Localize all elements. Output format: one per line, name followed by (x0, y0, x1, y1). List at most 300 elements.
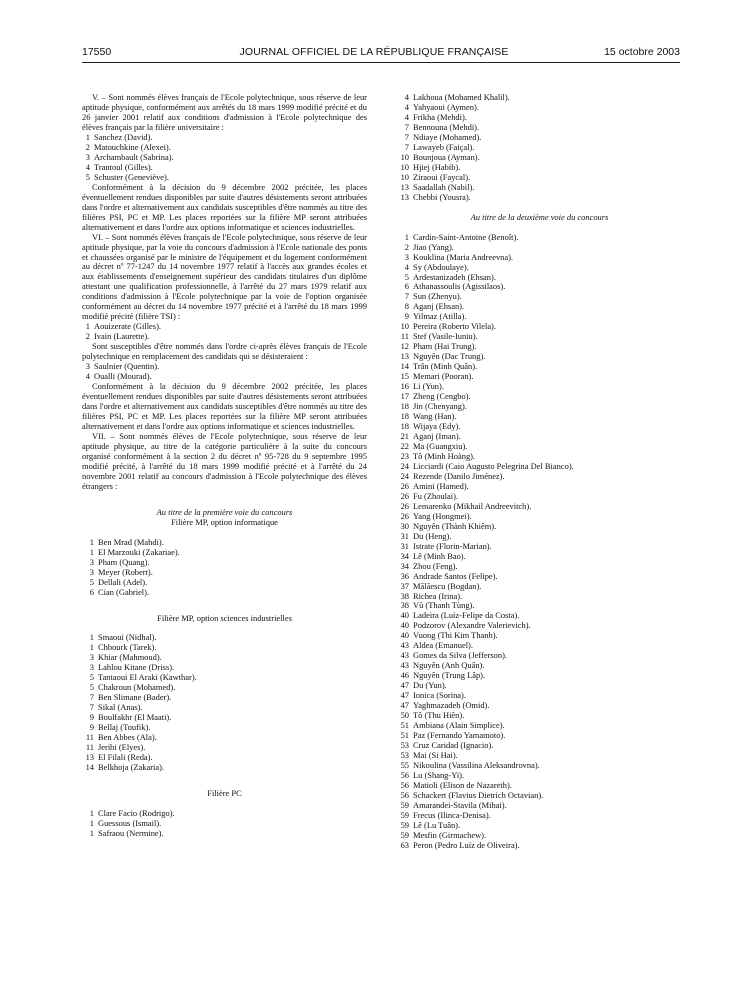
list-item (82, 713, 367, 723)
list-item (82, 663, 367, 673)
person-name: Du (Heng). (413, 531, 452, 541)
person-name: Safraou (Nermine). (98, 828, 164, 838)
list-item (397, 103, 682, 113)
person-name: El Filali (Reda). (98, 753, 153, 763)
rank-number: 26 (400, 481, 409, 491)
list-mp-informatique (82, 538, 367, 598)
rank-number: 11 (400, 332, 409, 342)
list-item (397, 472, 682, 482)
susceptibles-paragraph: Sont susceptibles d'être nommés dans l'ordre ci-après élèves français de l'Ecole polytechnique en remplacement des candidats qui se désisteraient : (82, 341, 367, 362)
rank-number: 40 (400, 621, 409, 631)
person-name: Andrade Santos (Felipe). (413, 571, 498, 581)
rank-number: 13 (400, 192, 409, 202)
person-name: Cruz Caridad (Ignacio). (413, 741, 494, 751)
list-filiere-pc-continued (397, 93, 682, 203)
rank-number: 53 (400, 751, 409, 760)
list-item (397, 372, 682, 382)
person-name: Saulnier (Quentin). (94, 362, 160, 372)
list-item (397, 123, 682, 133)
rank-number: 36 (400, 571, 409, 581)
list-item (397, 352, 682, 362)
rank-number: 34 (400, 551, 409, 561)
person-name: Zhou (Feng). (413, 561, 458, 571)
list-item (397, 243, 682, 253)
rank-number: 40 (400, 631, 409, 641)
person-name: Podzorov (Alexandre Valerievich). (413, 621, 531, 631)
list-item (82, 819, 367, 829)
list-item (397, 542, 682, 552)
rank-number: 14 (85, 763, 94, 773)
list-item (82, 703, 367, 713)
person-name: Nguyên (Dac Trung). (413, 352, 486, 362)
rank-number: 11 (85, 733, 94, 743)
list-item (82, 568, 367, 578)
list-item (397, 183, 682, 193)
person-name: Yahyaoui (Aymen). (413, 102, 479, 112)
list-item (397, 582, 682, 592)
list-item (397, 741, 682, 751)
person-name: Yang (Hongmei). (413, 511, 472, 521)
conformement-paragraph-1: Conformément à la décision du 9 décembre 2002 précitée, les places éventuellement rendues disponibles par suite d'autres désistements seront attribuées dans l'ordre et alternativement aux candidats susceptibles d'être nommés au titre des filières PSI, PC et MP. Les places reportées sur la filière MP seront attribuées alternativement et dans l'ordre aux options informatique et sciences industrielles. (82, 181, 367, 232)
person-name: Amini (Hamed). (413, 481, 469, 491)
person-name: Richea (Irina). (413, 591, 463, 601)
list-deuxieme-voie (397, 233, 682, 851)
list-item (397, 651, 682, 661)
person-name: Bellaj (Toufik). (98, 723, 151, 733)
rank-number: 24 (400, 471, 409, 481)
person-name: Meyer (Robert). (98, 567, 153, 577)
person-name: Ma (Guangxiu). (413, 441, 468, 451)
rank-number: 7 (89, 693, 94, 703)
list-item (397, 362, 682, 372)
rank-number: 38 (400, 591, 409, 601)
rank-number: 1 (404, 232, 409, 242)
journal-title: JOURNAL OFFICIEL DE LA RÉPUBLIQUE FRANÇAISE (239, 46, 509, 58)
list-item (82, 683, 367, 693)
list-item (82, 723, 367, 733)
person-name: Mesfin (Girmachew). (413, 830, 487, 840)
list-item (397, 342, 682, 352)
person-name: Belkhoja (Zakaria). (98, 763, 165, 773)
rank-number: 4 (404, 102, 409, 112)
person-name: Chakroun (Mohamed). (98, 683, 176, 693)
person-name: Yilmaz (Atilla). (413, 312, 467, 322)
person-name: Cian (Gabriel). (98, 587, 150, 597)
rank-number: 7 (404, 142, 409, 152)
rank-number: 10 (400, 152, 409, 162)
rank-number: 59 (400, 820, 409, 830)
rank-number: 13 (400, 182, 409, 192)
list-item (82, 548, 367, 558)
list-item (397, 721, 682, 731)
list-item (397, 193, 682, 203)
person-name: Nikoulina (Vassilina Aleksandrovna). (413, 760, 540, 770)
person-name: Pham (Hai Trung). (413, 342, 477, 352)
rank-number: 47 (400, 681, 409, 691)
person-name: Pham (Quang). (98, 557, 150, 567)
rank-number: 43 (400, 661, 409, 671)
person-name: Sy (Abdoulaye). (413, 262, 469, 272)
rank-number: 56 (400, 770, 409, 780)
list-item (397, 153, 682, 163)
list-item (397, 462, 682, 472)
rank-number: 7 (404, 122, 409, 132)
rank-number: 10 (400, 162, 409, 172)
rank-number: 22 (400, 441, 409, 451)
person-name: Trân (Minh Quân). (413, 362, 478, 372)
list-item (397, 233, 682, 243)
heading-premiere-voie: Au titre de la première voie du concours (156, 506, 293, 517)
list-item (397, 562, 682, 572)
rank-number: 2 (85, 142, 90, 152)
person-name: Wijaya (Edy). (413, 422, 461, 432)
person-name: Frecus (Ilinca-Denisa). (413, 810, 491, 820)
list-item (397, 332, 682, 342)
section-vi-paragraph: VI. – Sont nommés élèves français de l'Ecole polytechnique, sous réserve de leur aptitude physique, par la voie du concours d'admission à l'Ecole nationale des ponts et chaussées organisé par le ministre de l'équipement et du logement conformément au décret nº 77-1247 du 14 novembre 1977 relatif à l'accès aux grandes écoles et aux établissements d'enseignement supérieur des candidats titulaires d'un diplôme attestant une qualification professionnelle, à l'arrêté du 27 mars 1979 relatif aux conditions d'admission à l'Ecole polytechnique par la voie de l'option organisée conformément au décret du 14 novembre 1977 précité et à l'arrêté du 18 mars 1999 modifié précité (filière TSI) : (82, 231, 367, 322)
list-item (397, 253, 682, 263)
list-item (397, 771, 682, 781)
list-item (82, 693, 367, 703)
rank-number: 30 (400, 521, 409, 531)
rank-number: 59 (400, 810, 409, 820)
rank-number: 47 (400, 701, 409, 711)
page-number: 17550 (82, 46, 112, 58)
list-item (397, 641, 682, 651)
rank-number: 43 (400, 641, 409, 651)
rank-number: 2 (404, 242, 409, 252)
person-name: Jin (Chenyang). (413, 402, 467, 412)
rank-number: 16 (400, 382, 409, 392)
person-name: Lê (Minh Bao). (413, 551, 466, 561)
list-item (397, 302, 682, 312)
rank-number: 55 (400, 760, 409, 770)
person-name: Matioli (Elison de Nazareth). (413, 780, 512, 790)
person-name: Peron (Pedro Luíz de Oliveira). (413, 840, 520, 850)
person-name: Licciardi (Caio Augusto Pelegrina Del Bianco). (413, 461, 574, 471)
person-name: Bounjoua (Ayman). (413, 152, 480, 162)
person-name: Ben Slimane (Bader). (98, 693, 172, 703)
rank-number: 13 (400, 352, 409, 362)
publication-date: 15 octobre 2003 (604, 46, 680, 58)
list-item (82, 809, 367, 819)
list-item (397, 273, 682, 283)
person-name: Tô (Minh Hoàng). (413, 451, 476, 461)
rank-number: 5 (404, 272, 409, 282)
person-name: Schuster (Geneviève). (94, 172, 169, 182)
heading-mp-sciences-industrielles: Filière MP, option sciences industrielles (157, 612, 292, 623)
person-name: Nguyên (Trung Lâp). (413, 671, 486, 681)
rank-number: 1 (89, 643, 94, 653)
rank-number: 1 (85, 132, 90, 142)
list-item (82, 653, 367, 663)
list-item (397, 312, 682, 322)
rank-number: 51 (400, 731, 409, 741)
list-item (397, 502, 682, 512)
rank-number: 40 (400, 611, 409, 621)
rank-number: 15 (400, 372, 409, 382)
person-name: Sikal (Anas). (98, 703, 143, 713)
person-name: Lawayeb (Faiçal). (413, 142, 475, 152)
rank-number: 47 (400, 691, 409, 701)
rank-number: 23 (400, 451, 409, 461)
list-item (397, 282, 682, 292)
list-item (397, 671, 682, 681)
rank-number: 18 (400, 422, 409, 432)
rank-number: 3 (89, 557, 94, 567)
list-item (397, 512, 682, 522)
list-item (397, 382, 682, 392)
list-item (397, 661, 682, 671)
rank-number: 2 (85, 332, 90, 342)
list-item (397, 691, 682, 701)
list-item (397, 601, 682, 611)
list-item (397, 761, 682, 771)
person-name: Hjiej (Habib). (413, 162, 461, 172)
rank-number: 1 (85, 322, 90, 332)
list-item (82, 578, 367, 588)
rank-number: 3 (85, 362, 90, 372)
list-item (397, 791, 682, 801)
list-item (82, 362, 367, 372)
person-name: Mălăescu (Bogdan). (413, 581, 482, 591)
person-name: Oualli (Mourad). (94, 372, 152, 382)
list-item (82, 733, 367, 743)
rank-number: 4 (85, 372, 90, 382)
rank-number: 4 (404, 93, 409, 102)
person-name: Matouchkine (Alexei). (94, 142, 171, 152)
list-item (82, 753, 367, 763)
rank-number: 26 (400, 501, 409, 511)
rank-number: 1 (89, 633, 94, 643)
person-name: Rezende (Danilo Jiménez). (413, 471, 505, 481)
person-name: Ben Abbes (Ala). (98, 733, 157, 743)
person-name: Smaoui (Nidhal). (98, 633, 157, 643)
person-name: Ladeira (Luíz-Felipe da Costa). (413, 611, 520, 621)
list-item (397, 841, 682, 851)
list-item (397, 173, 682, 183)
person-name: Chbourk (Tarek). (98, 643, 157, 653)
person-name: Vuong (Thi Kim Thanh). (413, 631, 498, 641)
list-item (397, 422, 682, 432)
person-name: Du (Yun). (413, 681, 447, 691)
rank-number: 1 (89, 547, 94, 557)
rank-number: 50 (400, 711, 409, 721)
list-item (397, 412, 682, 422)
heading-mp-informatique: Filière MP, option informatique (171, 516, 278, 527)
person-name: Gomes da Silva (Jefferson). (413, 651, 508, 661)
rank-number: 10 (400, 172, 409, 182)
rank-number: 5 (89, 673, 94, 683)
person-name: Nguyên (Thành Khiêm). (413, 521, 497, 531)
list-item (397, 263, 682, 273)
rank-number: 37 (400, 581, 409, 591)
rank-number: 14 (400, 362, 409, 372)
person-name: Saadallah (Nabil). (413, 182, 475, 192)
list-item (82, 829, 367, 839)
person-name: Guessous (Ismail). (98, 818, 162, 828)
person-name: Aouizerate (Gilles). (94, 322, 162, 332)
person-name: Zheng (Cengbo). (413, 392, 471, 402)
list-item (397, 522, 682, 532)
list-item (397, 751, 682, 761)
person-name: Dellali (Adel). (98, 577, 148, 587)
list-item (397, 492, 682, 502)
person-name: Memari (Pooran). (413, 372, 474, 382)
rank-number: 3 (89, 653, 94, 663)
person-name: Clare Facio (Rodrigo). (98, 809, 175, 818)
rank-number: 63 (400, 840, 409, 850)
person-name: Li (Yun). (413, 382, 444, 392)
rank-number: 34 (400, 561, 409, 571)
person-name: Vũ (Thanh Tùng). (413, 601, 475, 611)
rank-number: 53 (400, 741, 409, 751)
rank-number: 43 (400, 651, 409, 661)
rank-number: 7 (404, 292, 409, 302)
person-name: Trantoul (Gilles). (94, 162, 153, 172)
rank-number: 3 (85, 152, 90, 162)
list-item (82, 673, 367, 683)
list-item (397, 611, 682, 621)
list-item (397, 532, 682, 542)
list-item (397, 731, 682, 741)
rank-number: 3 (89, 567, 94, 577)
person-name: Ziraoui (Faycal). (413, 172, 471, 182)
rank-number: 8 (404, 302, 409, 312)
person-name: Lahlou Kitane (Driss). (98, 663, 175, 673)
list-item (397, 113, 682, 123)
list-item (397, 163, 682, 173)
rank-number: 1 (89, 828, 94, 838)
list-item (397, 432, 682, 442)
person-name: Lu (Shang-Yi). (413, 770, 465, 780)
person-name: Kouklina (Maria Andreevna). (413, 252, 514, 262)
rank-number: 59 (400, 830, 409, 840)
person-name: Sun (Zhenyu). (413, 292, 462, 302)
list-item (82, 133, 367, 143)
list-item (397, 452, 682, 462)
rank-number: 9 (89, 723, 94, 733)
list-item (397, 681, 682, 691)
person-name: Chebbi (Yousra). (413, 192, 471, 202)
person-name: Stef (Vasile-Iuniu). (413, 332, 478, 342)
person-name: Lê (Lu Tuân). (413, 820, 461, 830)
list-item (82, 163, 367, 173)
person-name: Mai (Si Hai). (413, 751, 458, 760)
person-name: Ben Mrad (Mahdi). (98, 537, 164, 547)
heading-filiere-pc: Filière PC (207, 788, 242, 799)
person-name: Lakhoua (Mohamed Khalil). (413, 93, 510, 102)
right-column (397, 93, 682, 851)
list-filiere-pc (82, 809, 367, 839)
list-item (397, 93, 682, 103)
list-item (397, 322, 682, 332)
rank-number: 3 (404, 252, 409, 262)
rank-number: 3 (89, 663, 94, 673)
page-header (0, 46, 748, 62)
rank-number: 9 (404, 312, 409, 322)
list-item (397, 811, 682, 821)
list-item (82, 558, 367, 568)
rank-number: 5 (89, 577, 94, 587)
person-name: Tô (Thu Hiên). (413, 711, 465, 721)
rank-number: 26 (400, 511, 409, 521)
person-name: Lemarenko (Mikhail Andreevitch). (413, 501, 532, 511)
person-name: Aldea (Emanuel). (413, 641, 473, 651)
person-name: Wang (Han). (413, 412, 457, 422)
person-name: Jiao (Yang). (413, 242, 454, 252)
rank-number: 26 (400, 491, 409, 501)
person-name: Athanassoulis (Agissilaos). (413, 282, 506, 292)
list-item (397, 392, 682, 402)
list-item (82, 743, 367, 753)
list-section-v (82, 133, 367, 183)
rank-number: 5 (85, 172, 90, 182)
list-item (397, 592, 682, 602)
rank-number: 4 (404, 262, 409, 272)
rank-number: 13 (85, 753, 94, 763)
rank-number: 59 (400, 800, 409, 810)
person-name: Fu (Zhoulai). (413, 491, 458, 501)
rank-number: 56 (400, 790, 409, 800)
list-item (397, 831, 682, 841)
rank-number: 21 (400, 432, 409, 441)
rank-number: 10 (400, 322, 409, 332)
list-item (397, 552, 682, 562)
person-name: Cardin-Saint-Antoine (Benoît). (413, 232, 519, 242)
person-name: El Marzouki (Zakariae). (98, 547, 180, 557)
person-name: Aganj (Iman). (413, 432, 461, 441)
rank-number: 17 (400, 392, 409, 402)
list-item (397, 801, 682, 811)
rank-number: 7 (404, 132, 409, 142)
person-name: Pereira (Roberto Vilela). (413, 322, 496, 332)
list-item (397, 482, 682, 492)
person-name: Istrate (Florin-Marian). (413, 541, 492, 551)
list-item (397, 711, 682, 721)
rank-number: 5 (89, 683, 94, 693)
list-item (397, 133, 682, 143)
person-name: Yaghmazadeh (Omid). (413, 701, 490, 711)
list-item (82, 643, 367, 653)
list-item (82, 633, 367, 643)
rank-number: 6 (404, 282, 409, 292)
list-item (82, 763, 367, 773)
rank-number: 1 (89, 537, 94, 547)
person-name: Ambiana (Alain Simplice). (413, 721, 505, 731)
rank-number: 12 (400, 342, 409, 352)
list-susceptibles (82, 362, 367, 382)
person-name: Jeribi (Elyes). (98, 743, 146, 753)
list-item (397, 621, 682, 631)
list-item (82, 588, 367, 598)
list-item (397, 701, 682, 711)
rank-number: 1 (89, 818, 94, 828)
rank-number: 24 (400, 461, 409, 471)
person-name: Amarandei-Stavila (Mihai). (413, 800, 507, 810)
rank-number: 4 (404, 112, 409, 122)
rank-number: 56 (400, 780, 409, 790)
person-name: Ivain (Laurette). (94, 332, 150, 342)
person-name: Nguyên (Anh Quân). (413, 661, 485, 671)
rank-number: 46 (400, 671, 409, 681)
list-mp-sciences-industrielles (82, 633, 367, 773)
section-vii-paragraph: VII. – Sont nommés élèves de l'Ecole polytechnique, sous réserve de leur aptitude physique, au titre de la catégorie particulière à la suite du concours organisé conformément à la section 2 du décret nº 95-728 du 9 septembre 1995 modifié précité, à l'arrêté du 18 mars 1999 modifié précité et à l'arrêté du 24 novembre 2001 relatif au concours d'admission à l'Ecole polytechnique des élèves étrangers : (82, 430, 367, 491)
rank-number: 38 (400, 601, 409, 611)
rank-number: 18 (400, 412, 409, 422)
rank-number: 11 (85, 743, 94, 753)
list-item (82, 322, 367, 332)
list-item (397, 781, 682, 791)
